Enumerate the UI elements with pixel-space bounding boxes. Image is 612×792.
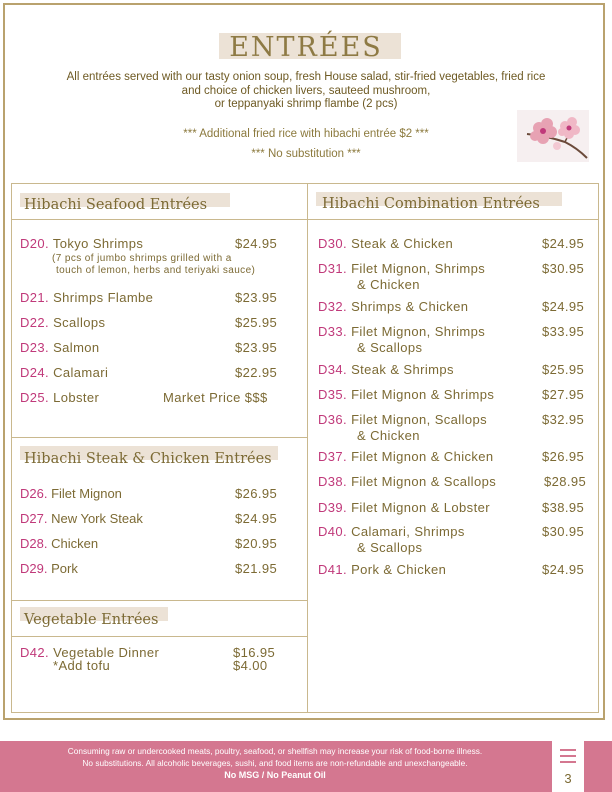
intro-line: or teppanyaki shrimp flambe (2 pcs) — [214, 98, 398, 110]
section-title-vegetable: Vegetable Entrées — [24, 612, 159, 628]
item-price: $24.95 — [542, 236, 585, 251]
item-code: D36. — [318, 412, 348, 427]
item-name: Filet Mignon & Lobster — [351, 500, 490, 515]
menu-item-d36 — [318, 412, 487, 427]
item-code: D28. — [20, 536, 48, 551]
item-addon: *Add tofu — [53, 658, 111, 673]
item-price: $26.95 — [235, 486, 278, 501]
item-name: Salmon — [53, 340, 100, 355]
item-code: D20. — [20, 236, 50, 251]
item-code: D26. — [20, 486, 48, 501]
section-divider — [11, 437, 307, 438]
no-substitution-note: *** No substitution *** — [251, 148, 361, 160]
item-name: Chicken — [51, 536, 99, 551]
item-name: Filet Mignon, Shrimps — [351, 324, 486, 339]
item-name: Filet Mignon, Scallops — [351, 412, 488, 427]
item-code: D24. — [20, 365, 50, 380]
item-price: $24.95 — [542, 562, 585, 577]
item-price: $26.95 — [542, 449, 585, 464]
menu-item-d38 — [318, 474, 496, 489]
item-name: Vegetable Dinner — [53, 645, 160, 660]
cherry-blossom-icon — [517, 110, 589, 162]
item-price: $20.95 — [235, 536, 278, 551]
item-name-continued: & Chicken — [357, 428, 420, 443]
item-price: $23.95 — [235, 290, 278, 305]
item-price: $27.95 — [542, 387, 585, 402]
item-code: D22. — [20, 315, 50, 330]
item-name: New York Steak — [51, 511, 143, 526]
fried-rice-note: *** Additional fried rice with hibachi entrée $2 *** — [183, 128, 429, 140]
item-code: D41. — [318, 562, 348, 577]
footer-disclaimer — [10, 745, 540, 781]
menu-item-d41 — [318, 562, 446, 577]
intro-text — [20, 71, 592, 112]
column-divider — [307, 183, 308, 713]
page-number: 3 — [564, 771, 572, 786]
intro-line: All entrées served with our tasty onion soup, fresh House salad, stir-fried vegetables, fried rice — [66, 71, 546, 83]
item-name: Filet Mignon, Shrimps — [351, 261, 486, 276]
menu-item-d27 — [20, 511, 143, 526]
menu-item-d39 — [318, 500, 490, 515]
item-name: Steak & Chicken — [351, 236, 454, 251]
item-name: Calamari, Shrimps — [351, 524, 465, 539]
item-price: $24.95 — [235, 511, 278, 526]
item-code: D23. — [20, 340, 50, 355]
item-code: D31. — [318, 261, 348, 276]
item-name-continued: & Scallops — [357, 340, 423, 355]
section-divider — [308, 219, 599, 220]
item-name: Calamari — [53, 365, 109, 380]
intro-line: and choice of chicken livers, sauteed mushroom, — [181, 84, 431, 97]
menu-item-d20 — [20, 236, 143, 251]
item-price: $38.95 — [542, 500, 585, 515]
item-price: $24.95 — [235, 236, 278, 251]
item-code: D40. — [318, 524, 348, 539]
menu-item-d40 — [318, 524, 465, 539]
item-name-continued: & Chicken — [357, 277, 420, 292]
item-code: D39. — [318, 500, 348, 515]
item-name: Filet Mignon & Scallops — [351, 474, 497, 489]
menu-item-d21 — [20, 290, 153, 305]
item-code: D32. — [318, 299, 348, 314]
section-divider — [11, 600, 307, 601]
footer-line: No MSG / No Peanut Oil — [224, 770, 326, 780]
menu-item-d33 — [318, 324, 485, 339]
item-code: D30. — [318, 236, 348, 251]
item-price: $33.95 — [542, 324, 585, 339]
item-name: Scallops — [53, 315, 106, 330]
item-price: $32.95 — [542, 412, 585, 427]
section-title-steak-chicken: Hibachi Steak & Chicken Entrées — [24, 451, 272, 467]
item-code: D33. — [318, 324, 348, 339]
section-title-combination: Hibachi Combination Entrées — [322, 196, 540, 212]
item-price: Market Price $$$ — [163, 390, 268, 405]
item-name: Pork — [51, 561, 78, 576]
page-title: ENTRÉES — [229, 32, 383, 63]
item-code: D38. — [318, 474, 348, 489]
item-price: $21.95 — [235, 561, 278, 576]
item-price: $16.95 — [233, 645, 276, 660]
item-price: $24.95 — [542, 299, 585, 314]
menu-item-d26 — [20, 486, 122, 501]
item-code: D42. — [20, 645, 50, 660]
item-price: $22.95 — [235, 365, 278, 380]
item-name: Pork & Chicken — [351, 562, 447, 577]
menu-item-d22 — [20, 315, 105, 330]
item-price: $25.95 — [542, 362, 585, 377]
section-divider — [11, 636, 307, 637]
menu-item-d30 — [318, 236, 453, 251]
item-name: Shrimps & Chicken — [351, 299, 469, 314]
item-price: $23.95 — [235, 340, 278, 355]
item-code: D25. — [20, 390, 50, 405]
item-price: $28.95 — [544, 474, 587, 489]
item-code: D35. — [318, 387, 348, 402]
item-name: Lobster — [53, 390, 100, 405]
item-price: $25.95 — [235, 315, 278, 330]
item-description: (7 pcs of jumbo shrimps grilled with a — [52, 253, 232, 264]
item-code: D27. — [20, 511, 48, 526]
footer-line: Consuming raw or undercooked meats, poultry, seafood, or shellfish may increase your risk of food-borne illness. — [67, 746, 483, 756]
item-addon-price: $4.00 — [233, 658, 268, 673]
item-name-continued: & Scallops — [357, 540, 423, 555]
section-divider — [11, 219, 307, 220]
item-description: touch of lemon, herbs and teriyaki sauce) — [56, 265, 256, 276]
item-code: D21. — [20, 290, 50, 305]
menu-item-d29 — [20, 561, 78, 576]
item-name: Filet Mignon — [51, 486, 122, 501]
menu-item-d35 — [318, 387, 494, 402]
menu-item-d31 — [318, 261, 485, 276]
section-title-seafood: Hibachi Seafood Entrées — [24, 197, 208, 213]
item-price: $30.95 — [542, 261, 585, 276]
menu-item-d24 — [20, 365, 108, 380]
menu-item-d28 — [20, 536, 98, 551]
item-name: Shrimps Flambe — [53, 290, 154, 305]
item-code: D29. — [20, 561, 48, 576]
item-name: Filet Mignon & Chicken — [351, 449, 494, 464]
menu-item-d23 — [20, 340, 100, 355]
menu-item-d25 — [20, 390, 99, 405]
menu-item-d37 — [318, 449, 494, 464]
item-name: Steak & Shrimps — [351, 362, 454, 377]
item-code: D37. — [318, 449, 348, 464]
item-code: D34. — [318, 362, 348, 377]
item-price: $30.95 — [542, 524, 585, 539]
item-name: Tokyo Shrimps — [52, 236, 144, 251]
menu-item-d34 — [318, 362, 454, 377]
menu-item-d32 — [318, 299, 468, 314]
footer-line: No substitutions. All alcoholic beverages, sushi, and food items are non-refundable and unexchangeable. — [82, 758, 468, 768]
footer-banner — [0, 741, 612, 792]
item-name: Filet Mignon & Shrimps — [351, 387, 495, 402]
